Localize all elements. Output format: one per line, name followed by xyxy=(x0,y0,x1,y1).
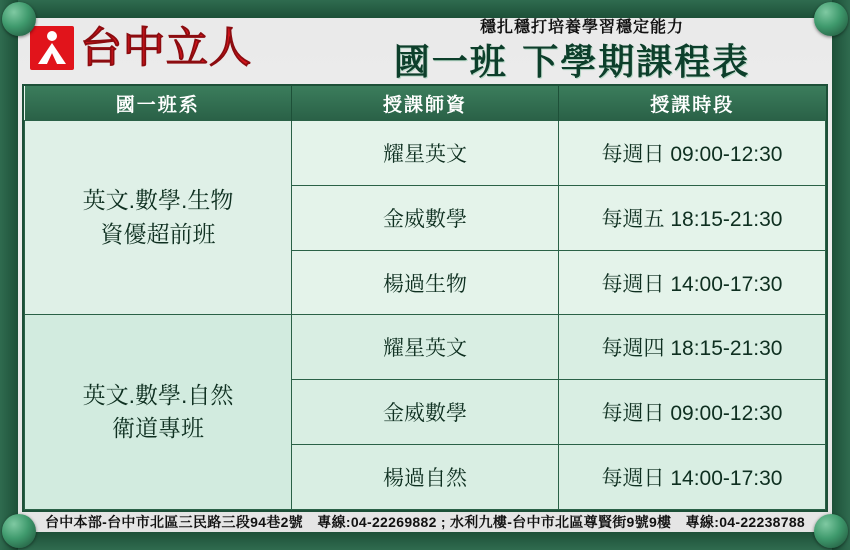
table-header-row xyxy=(25,86,826,121)
table-body xyxy=(25,121,826,510)
corner-ornament-bottom-left xyxy=(2,514,36,548)
teacher-cell: 楊過自然 xyxy=(292,445,559,510)
teacher-cell: 楊過生物 xyxy=(292,250,559,315)
poster-subtitle: 穩扎穩打培養學習穩定能力 xyxy=(479,19,684,36)
time-cell: 每週日 14:00-17:30 xyxy=(559,445,826,510)
table-head xyxy=(25,86,826,121)
schedule-table-wrapper xyxy=(22,84,828,512)
time-cell: 每週日 09:00-12:30 xyxy=(559,380,826,445)
schedule-table xyxy=(24,86,826,510)
corner-ornament-bottom-right xyxy=(814,514,848,548)
group-name-cell xyxy=(25,121,292,315)
brand-name: 台中立人 xyxy=(80,23,253,72)
poster-header xyxy=(22,14,828,82)
teacher-cell: 金威數學 xyxy=(292,380,559,445)
teacher-cell: 金威數學 xyxy=(292,185,559,250)
page-title: 國一班 下學期課程表 xyxy=(393,41,751,83)
time-cell: 每週四 18:15-21:30 xyxy=(559,315,826,380)
column-header-class: 國一班系 xyxy=(25,86,292,121)
corner-ornament-top-right xyxy=(814,2,848,36)
time-cell: 每週五 18:15-21:30 xyxy=(559,185,826,250)
group-name-cell xyxy=(25,315,292,510)
column-header-teacher: 授課師資 xyxy=(292,86,559,121)
table-row xyxy=(25,121,826,186)
column-header-time: 授課時段 xyxy=(559,86,826,121)
group-name-line2: 衛道專班 xyxy=(112,415,204,442)
time-cell: 每週日 09:00-12:30 xyxy=(559,121,826,186)
corner-ornament-top-left xyxy=(2,2,36,36)
group-name-line1: 英文.數學.生物 xyxy=(82,187,234,214)
time-cell: 每週日 14:00-17:30 xyxy=(559,250,826,315)
table-row xyxy=(25,315,826,380)
person-icon xyxy=(30,26,74,70)
teacher-cell: 耀星英文 xyxy=(292,315,559,380)
teacher-cell: 耀星英文 xyxy=(292,121,559,186)
group-name-line2: 資優超前班 xyxy=(100,220,216,247)
contact-footer: 台中本部-台中市北區三民路三段94巷2號 專線:04-22269882 ; 水利九樓-台中市北區尊賢街9號9樓 專線:04-22238788 xyxy=(44,514,806,530)
group-name-line1: 英文.數學.自然 xyxy=(82,381,234,408)
brand-logo xyxy=(30,23,253,72)
